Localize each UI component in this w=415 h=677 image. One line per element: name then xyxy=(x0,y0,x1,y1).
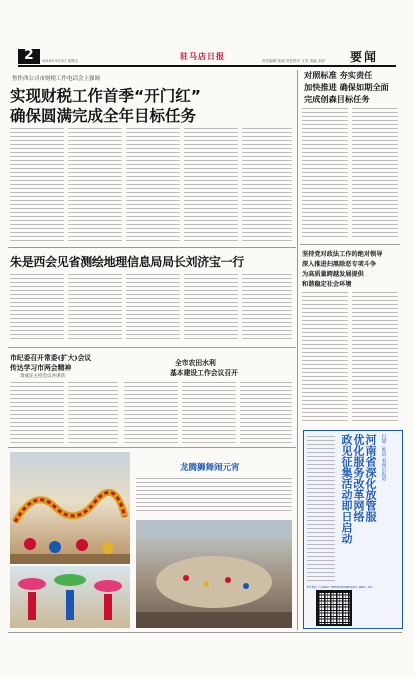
center-small-body-col1 xyxy=(124,382,178,444)
photo-bottom-left xyxy=(10,566,130,628)
second-body-col4 xyxy=(184,274,238,342)
photo-top xyxy=(10,452,130,564)
center-small-body-col2 xyxy=(182,382,236,444)
page-number: 2 xyxy=(24,47,34,63)
lead-headline-1: 实现财税工作首季“开门红” xyxy=(10,87,201,105)
right-top-headline-1: 对照标准 夯实责任 xyxy=(304,70,373,80)
second-body-col5 xyxy=(242,274,292,342)
center-small-headline-1: 全市农田水利 xyxy=(175,359,216,367)
center-small-headline-2: 基本建设工作会议召开 xyxy=(170,369,238,377)
second-headline: 朱是西会见省测绘地理信息局局长刘济宝一行 xyxy=(10,255,245,269)
right-mid-body-col1 xyxy=(302,292,348,422)
crowd-square-illustration xyxy=(136,520,292,628)
right-top-headline-2: 加快推进 确保如期全面 xyxy=(304,82,389,92)
rule-under-second xyxy=(8,347,296,348)
left-small-subline: 余成定主持会议并讲话 xyxy=(20,374,65,379)
photo-bottom-right xyxy=(136,520,292,628)
date-line: 2018年3月2日 星期五 xyxy=(42,59,79,63)
rule-right-top xyxy=(300,244,400,245)
lead-kicker: 焦作西公司市财税工作电话会上强调 xyxy=(12,76,101,82)
left-small-headline-1: 市纪委召开常委(扩大)会议 xyxy=(10,354,92,362)
second-body-col2 xyxy=(68,274,122,342)
right-top-headline-3: 完成创森目标任务 xyxy=(304,94,370,104)
right-box-kicker: 扫描二维码 看网页报道 xyxy=(381,434,386,481)
lead-body-col4 xyxy=(184,128,238,244)
right-top-body-col2 xyxy=(352,108,398,240)
right-box-headline-2: 优化服务改革网络 xyxy=(352,434,365,522)
second-body-col3 xyxy=(126,274,180,342)
lead-body-col3 xyxy=(126,128,180,244)
right-mid-headline-2: 深入推进扫黑除恶专项斗争 xyxy=(302,261,377,268)
left-small-body-col2 xyxy=(68,382,118,444)
right-box-headline-3: 政见征集活动即日启动 xyxy=(340,434,353,544)
right-mid-body-col2 xyxy=(352,292,398,422)
dragon-dance-illustration xyxy=(10,452,130,564)
left-small-headline-2: 传达学习市两会精神 xyxy=(10,364,72,372)
lead-body-col1 xyxy=(10,128,64,244)
rule-under-lead xyxy=(8,247,296,248)
left-small-body-col1 xyxy=(10,382,64,444)
right-top-body-col1 xyxy=(302,108,348,240)
masthead-rule xyxy=(18,65,396,67)
center-small-body-col3 xyxy=(240,382,292,444)
photo-caption-text xyxy=(136,478,292,514)
lead-body-col5 xyxy=(242,128,292,244)
right-mid-headline-4: 和谐稳定社会环境 xyxy=(302,281,352,288)
right-box-url: http://www.henanxuanyan.gov.cn xyxy=(307,585,372,589)
umbrella-dance-illustration xyxy=(10,566,130,628)
photo-title: 龙腾狮舞闹元宵 xyxy=(180,463,240,473)
editor-line: 责任编辑 张丽 责任校对 王芳 美编 刘洋 xyxy=(262,59,326,63)
second-body-col1 xyxy=(10,274,64,342)
section-title: 要闻 xyxy=(350,50,379,64)
lead-headline-2: 确保圆满完成全年目标任务 xyxy=(10,107,197,125)
right-box-headline-1: 河南省深化放管服 xyxy=(364,434,377,522)
paper-name: 驻马店日报 xyxy=(180,51,225,61)
right-mid-headline-1: 坚持党对政法工作的绝对领导 xyxy=(302,251,383,258)
qr-code xyxy=(316,590,352,626)
lead-body-col2 xyxy=(68,128,122,244)
rule-above-photos xyxy=(8,447,296,448)
right-mid-headline-3: 为高质量跨越发展提供 xyxy=(302,271,364,278)
column-divider-lower-right xyxy=(297,430,298,630)
right-box-body xyxy=(307,436,335,582)
bottom-rule xyxy=(8,632,402,633)
column-divider-right xyxy=(297,70,298,430)
